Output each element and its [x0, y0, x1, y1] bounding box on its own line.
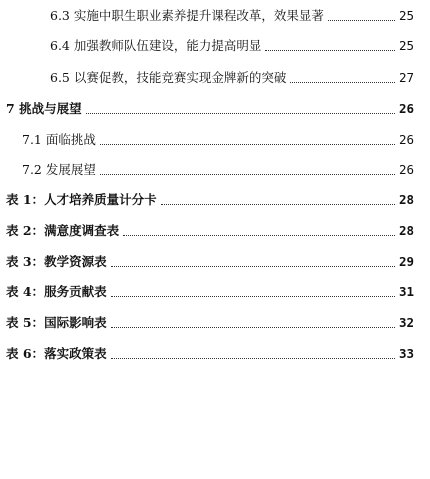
toc-page-number: 26 — [398, 132, 414, 147]
toc-entry-table-1[interactable] — [6, 190, 414, 210]
toc-page-number: 28 — [398, 223, 414, 238]
toc-entry-7[interactable] — [6, 99, 414, 119]
toc-page-number: 28 — [398, 192, 414, 207]
toc-entry-table-3[interactable] — [6, 252, 414, 272]
toc-entry-number: 表 2： — [6, 223, 45, 238]
toc-entry-number: 6.3 — [50, 8, 70, 23]
toc-entry-label — [22, 160, 96, 180]
toc-entry-title: 挑战与展望 — [19, 101, 82, 116]
toc-entry-title: 人才培养质量计分卡 — [44, 192, 157, 207]
toc-entry-title: 满意度调查表 — [44, 223, 120, 238]
toc-page-number: 33 — [398, 346, 414, 361]
toc-page-number: 32 — [398, 315, 414, 330]
toc-entry-label — [6, 221, 119, 241]
toc-page-number: 25 — [398, 38, 414, 53]
toc-entry-7-1[interactable] — [22, 130, 414, 150]
toc-entry-label — [6, 313, 107, 333]
toc-entry-number: 表 6： — [6, 346, 45, 361]
dot-leader — [111, 344, 395, 364]
toc-entry-table-5[interactable] — [6, 313, 414, 333]
toc-entry-6-4[interactable] — [50, 36, 414, 56]
toc-entry-number: 6.4 — [50, 38, 70, 53]
dot-leader — [161, 190, 395, 210]
toc-page-number: 25 — [398, 8, 414, 23]
toc-page-number: 26 — [398, 162, 414, 177]
dot-leader — [100, 160, 395, 180]
toc-entry-table-2[interactable] — [6, 221, 414, 241]
toc-entry-number: 表 1： — [6, 192, 45, 207]
toc-entry-number: 表 5： — [6, 315, 45, 330]
dot-leader — [111, 252, 395, 272]
toc-entry-6-3[interactable] — [50, 6, 414, 26]
toc-entry-number: 6.5 — [50, 70, 70, 85]
toc-entry-label — [50, 36, 261, 56]
toc-entry-label — [6, 282, 107, 302]
toc-entry-title: 国际影响表 — [44, 315, 107, 330]
dot-leader — [86, 99, 395, 119]
toc-entry-number: 表 4： — [6, 284, 45, 299]
toc-entry-6-5[interactable] — [50, 68, 414, 88]
toc-entry-label — [6, 190, 157, 210]
toc-entry-label — [6, 344, 107, 364]
toc-page-number: 27 — [398, 70, 414, 85]
dot-leader — [111, 313, 395, 333]
toc-entry-title: 落实政策表 — [44, 346, 107, 361]
toc-entry-title: 教学资源表 — [44, 254, 107, 269]
dot-leader — [265, 36, 395, 56]
dot-leader — [123, 221, 395, 241]
toc-entry-title: 以赛促教，技能竞赛实现金牌新的突破 — [73, 70, 287, 85]
dot-leader — [111, 282, 395, 302]
toc-entry-label — [50, 68, 286, 88]
toc-entry-title: 面临挑战 — [45, 132, 96, 147]
dot-leader — [290, 68, 395, 88]
toc-entry-table-4[interactable] — [6, 282, 414, 302]
toc-entry-7-2[interactable] — [22, 160, 414, 180]
toc-entry-title: 实施中职生职业素养提升课程改革，效果显著 — [73, 8, 324, 23]
toc-entry-title: 发展展望 — [45, 162, 96, 177]
dot-leader — [100, 130, 395, 150]
toc-entry-number: 7 — [6, 101, 15, 116]
dot-leader — [328, 6, 395, 26]
toc-entry-label — [22, 130, 96, 150]
toc-entry-label — [6, 252, 107, 272]
toc-entry-table-6[interactable] — [6, 344, 414, 364]
toc-page-number: 31 — [398, 284, 414, 299]
toc-entry-number: 表 3： — [6, 254, 45, 269]
toc-entry-title: 加强教师队伍建设，能力提高明显 — [73, 38, 262, 53]
toc-page-number: 29 — [398, 254, 414, 269]
toc-entry-number: 7.1 — [22, 132, 42, 147]
toc-page-number: 26 — [398, 101, 414, 116]
toc-entry-number: 7.2 — [22, 162, 42, 177]
toc-entry-title: 服务贡献表 — [44, 284, 107, 299]
toc-entry-label — [6, 99, 82, 119]
toc-entry-label — [50, 6, 324, 26]
